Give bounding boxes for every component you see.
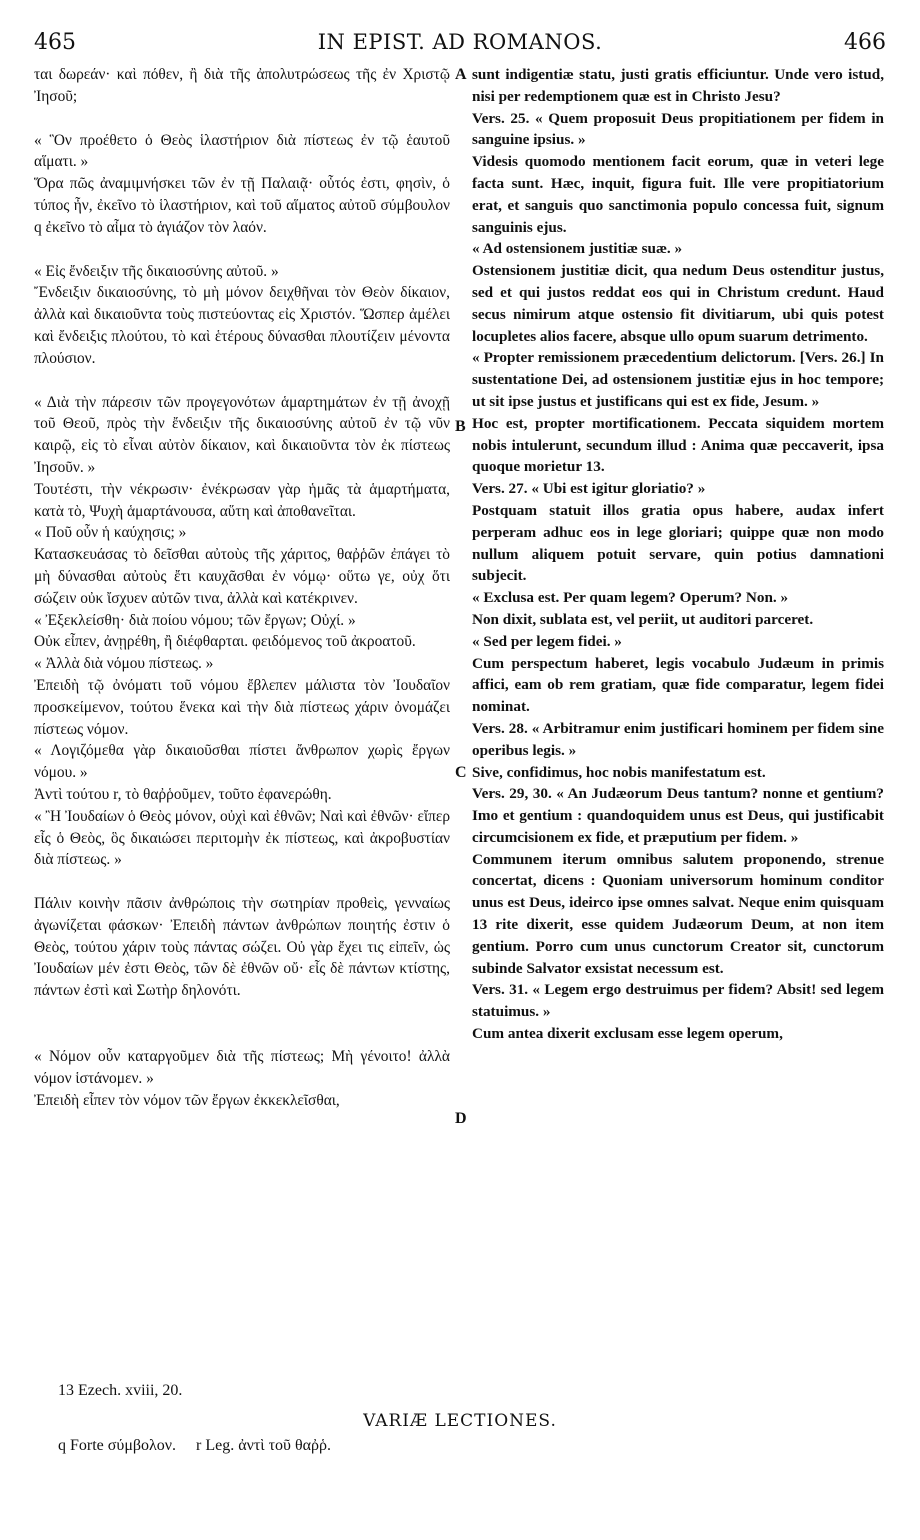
latin-paragraph: Postquam statuit illos gratia opus habere, audax infert perperam adhuc eos in lege gloriari; quippe quæ non modo nullum aliquem potuit servare, quin potius damnationi subjecit. [472,501,884,585]
variant-r: r Leg. ἀντὶ τοῦ θαῤῥ. [196,1437,331,1454]
page-number-left: 465 [34,30,76,55]
latin-paragraph: « Exclusa est. Per quam legem? Operum? Non. » [472,589,789,607]
latin-paragraph: Ostensionem justitiæ dicit, qua nedum Deus ostenditur justus, sed et qui justos reddat eos qui in Christum credunt. Haud secus nimirum atque ostensio fit divitiarum, ubi quis potest locupletes alios facere, absque ullo opum suarum detrimento. [472,262,884,345]
latin-paragraph: « Sed per legem fidei. » [472,632,622,650]
greek-paragraph: ται δωρεάν· καὶ πόθεν, ἢ διὰ τῆς ἀπολυτρώσεως τῆς ἐν Χριστῷ Ἰησοῦ; [34,66,450,105]
margin-marker-d: D [455,1110,467,1127]
latin-paragraph: Cum perspectum haberet, legis vocabulo Judæum in primis affici, eam ob rem gratiam, quæ fide comparatur, legem fidei nominat. [472,654,884,716]
latin-paragraph: Vers. 25. « Quem proposuit Deus propitiationem per fidem in sanguine ipsius. » [472,109,884,149]
greek-paragraph: Πάλιν κοινὴν πᾶσιν ἀνθρώποις τὴν σωτηρίαν προθεὶς, γενναίως ἀγωνίζεται φάσκων· Ἐπειδὴ πάντων ἀνθρώπων ποιητής ἐστιν ὁ Θεὸς, τούτου χάριν τοὺς πάντας σώζει. Οὐ γὰρ ἔχει τις εἰπεῖν, ὡς Ἰουδαίων μέν ἐστι Θεὸς, τῶν δὲ ἐθνῶν οὔ· εἷς δὲ πάντων κτίστης, πάντων ἐστὶ καὶ Σωτὴρ δηλονότι. [34,895,450,1000]
greek-paragraph: Ἀντὶ τούτου r, τὸ θαῤῥοῦμεν, τοῦτο ἐφανερώθη. [34,785,332,803]
page-header [34,30,886,62]
greek-paragraph: « Εἰς ἔνδειξιν τῆς δικαιοσύνης αὐτοῦ. » [34,262,279,280]
greek-paragraph: Ἔνδειξιν δικαιοσύνης, τὸ μὴ μόνον δειχθῆναι τὸν Θεὸν δίκαιον, ἀλλὰ καὶ δικαιοῦντα τοὺς πιστεύοντας εἰς Χριστόν. Ὥσπερ ἀμέλει καὶ ἔνδειξις πλούτου, τὸ καὶ ἑτέρους δύνασθαι πλουτίζειν μένοντα πλούσιον. [34,284,450,367]
greek-paragraph: Ἐπειδὴ τῷ ὀνόματι τοῦ νόμου ἔβλεπεν μάλιστα τὸν Ἰουδαῖον προσκείμενον, τούτου ἕνεκα καὶ τὴν διὰ πίστεως χάριν ὀνομάζει πίστεως νόμον. [34,676,450,738]
greek-paragraph: « Λογιζόμεθα γὰρ δικαιοῦσθαι πίστει ἄνθρωπον χωρὶς ἔργων νόμου. » [34,742,450,782]
margin-marker-c: C [455,764,467,781]
greek-paragraph: « Ποῦ οὖν ἡ καύχησις; » [34,524,187,542]
greek-paragraph: « Ὃν προέθετο ὁ Θεὸς ἱλαστήριον διὰ πίστεως ἐν τῷ ἑαυτοῦ αἵματι. » [34,131,450,171]
latin-paragraph: Vers. 27. « Ubi est igitur gloriatio? » [472,480,706,498]
greek-paragraph: Ἐπειδὴ εἶπεν τὸν νόμον τῶν ἔργων ἐκκεκλεῖσθαι, [34,1091,340,1109]
greek-paragraph: « Ἀλλὰ διὰ νόμου πίστεως. » [34,655,214,673]
variant-q: q Forte σύμβολον. [58,1437,177,1454]
latin-paragraph: Hoc est, propter mortificationem. Peccata siquidem mortem nobis intulerunt, secundum illud : Anima quæ peccaverit, ipsa quoque morietur 13. [472,414,884,476]
latin-paragraph: « Propter remissionem præcedentium delictorum. [Vers. 26.] In sustentatione Dei, ad ostensionem justitiæ ejus in hoc tempore; ut sit ipse justus et justificans qui est ex fide, Jesum. » [472,349,884,410]
latin-paragraph: « Ad ostensionem justitiæ suæ. » [472,240,683,258]
latin-paragraph: Cum antea dixerit exclusam esse legem operum, [472,1025,783,1043]
greek-paragraph: « Διὰ τὴν πάρεσιν τῶν προγεγονότων ἁμαρτημάτων ἐν τῇ ἀνοχῇ τοῦ Θεοῦ, πρὸς τὴν ἔνδειξιν τῆς δικαιοσύνης αὐτοῦ ἐν τῷ νῦν καιρῷ, εἰς τὸ εἶναι αὐτὸν δίκαιον, καὶ δικαιοῦντα τὸν ἐκ πίστεως Ἰησοῦν. » [34,393,450,476]
variant-readings [58,1437,347,1455]
greek-paragraph: Ὅρα πῶς ἀναμιμνήσκει τῶν ἐν τῇ Παλαιᾷ· οὗτός ἐστι, φησὶν, ὁ τύπος ἦν, ἐκεῖνο τὸ ἱλαστήριον, καὶ τοῦ αἵματος αὐτοῦ σύμβουλον q ἐκεῖνο τὸ αἷμα τὸ ἁγιάζον τὸν λαόν. [34,175,450,236]
greek-paragraph: Οὐκ εἶπεν, ἀνῃρέθη, ἢ διέφθαρται. φειδόμενος τοῦ ἀκροατοῦ. [34,633,416,651]
variant-readings-title: VARIÆ LECTIONES. [363,1411,557,1431]
latin-paragraph: sunt indigentiæ statu, justi gratis efficiuntur. Unde vero istud, nisi per redemptionem quæ est in Christo Jesu? [472,66,884,105]
greek-column [34,64,450,1111]
greek-paragraph: Τουτέστι, τὴν νέκρωσιν· ἐνέκρωσαν γὰρ ἡμᾶς τὰ ἁμαρτήματα, κατὰ τὸ, Ψυχὴ ἁμαρτάνουσα, αὕτη καὶ ἀποθανεῖται. [34,480,450,520]
margin-marker-a: A [455,66,467,83]
latin-paragraph: Videsis quomodo mentionem facit eorum, quæ in veteri lege facta sunt. Hæc, inquit, figura fuit. Ille vere propitiatorium erat, et sanguis quo sanctimonia populo concessa fuit, signum sanguinis ejus. [472,153,884,236]
latin-paragraph: Vers. 28. « Arbitramur enim justificari hominem per fidem sine operibus legis. » [472,719,884,759]
latin-paragraph: Vers. 31. « Legem ergo destruimus per fidem? Absit! sed legem statuimus. » [472,981,884,1021]
latin-paragraph: Vers. 29, 30. « An Judæorum Deus tantum? nonne et gentium? Imo et gentium : quandoquidem unus est Deus, qui justificabit circumcisionem ex fide, et præputium per fidem. » [472,785,884,846]
greek-paragraph: « Νόμον οὖν καταργοῦμεν διὰ τῆς πίστεως; Μὴ γένοιτο! ἀλλὰ νόμον ἱστάνομεν. » [34,1048,450,1087]
greek-paragraph: Κατασκευάσας τὸ δεῖσθαι αὐτοὺς τῆς χάριτος, θαῤῥῶν ἐπάγει τὸ μὴ δύνασθαι αὐτοὺς ἔτι καυχᾶσθαι ἐν νόμῳ· οὕτω γε, οὐχ ὅτι σώζειν οὐκ ἴσχυεν αὐτῶν τινα, ἀλλὰ καὶ κατέκρινεν. [34,546,450,607]
latin-column [472,64,884,1045]
latin-paragraph: Non dixit, sublata est, vel periit, ut auditori parceret. [472,610,814,628]
running-title: IN EPIST. AD ROMANOS. [317,30,603,54]
page-number-right: 466 [844,30,886,55]
margin-marker-b: B [455,418,466,435]
footnote: 13 Ezech. xviii, 20. [58,1382,183,1399]
latin-paragraph: Communem iterum omnibus salutem proponendo, strenue concertat, dicens : Quoniam universorum hominum conditor unus est Deus, ideirco ipse omnes salvat. Neque enim quisquam 13 rite dixerit, esse quidem Judæorum Deum, at non item gentium. Porro cum unus cunctorum Creator sit, cunctorum subinde Salvator exsistat necessum est. [472,850,884,977]
greek-paragraph: « Ἐξεκλείσθη· διὰ ποίου νόμου; τῶν ἔργων; Οὐχί. » [34,611,356,629]
greek-paragraph: « Ἢ Ἰουδαίων ὁ Θεὸς μόνον, οὐχὶ καὶ ἐθνῶν; Ναὶ καὶ ἐθνῶν· εἴπερ εἷς ὁ Θεὸς, ὃς δικαιώσει περιτομὴν ἐκ πίστεως, καὶ ἀκροβυστίαν διὰ πίστεως. » [34,807,451,869]
latin-paragraph: Sive, confidimus, hoc nobis manifestatum est. [472,763,766,781]
